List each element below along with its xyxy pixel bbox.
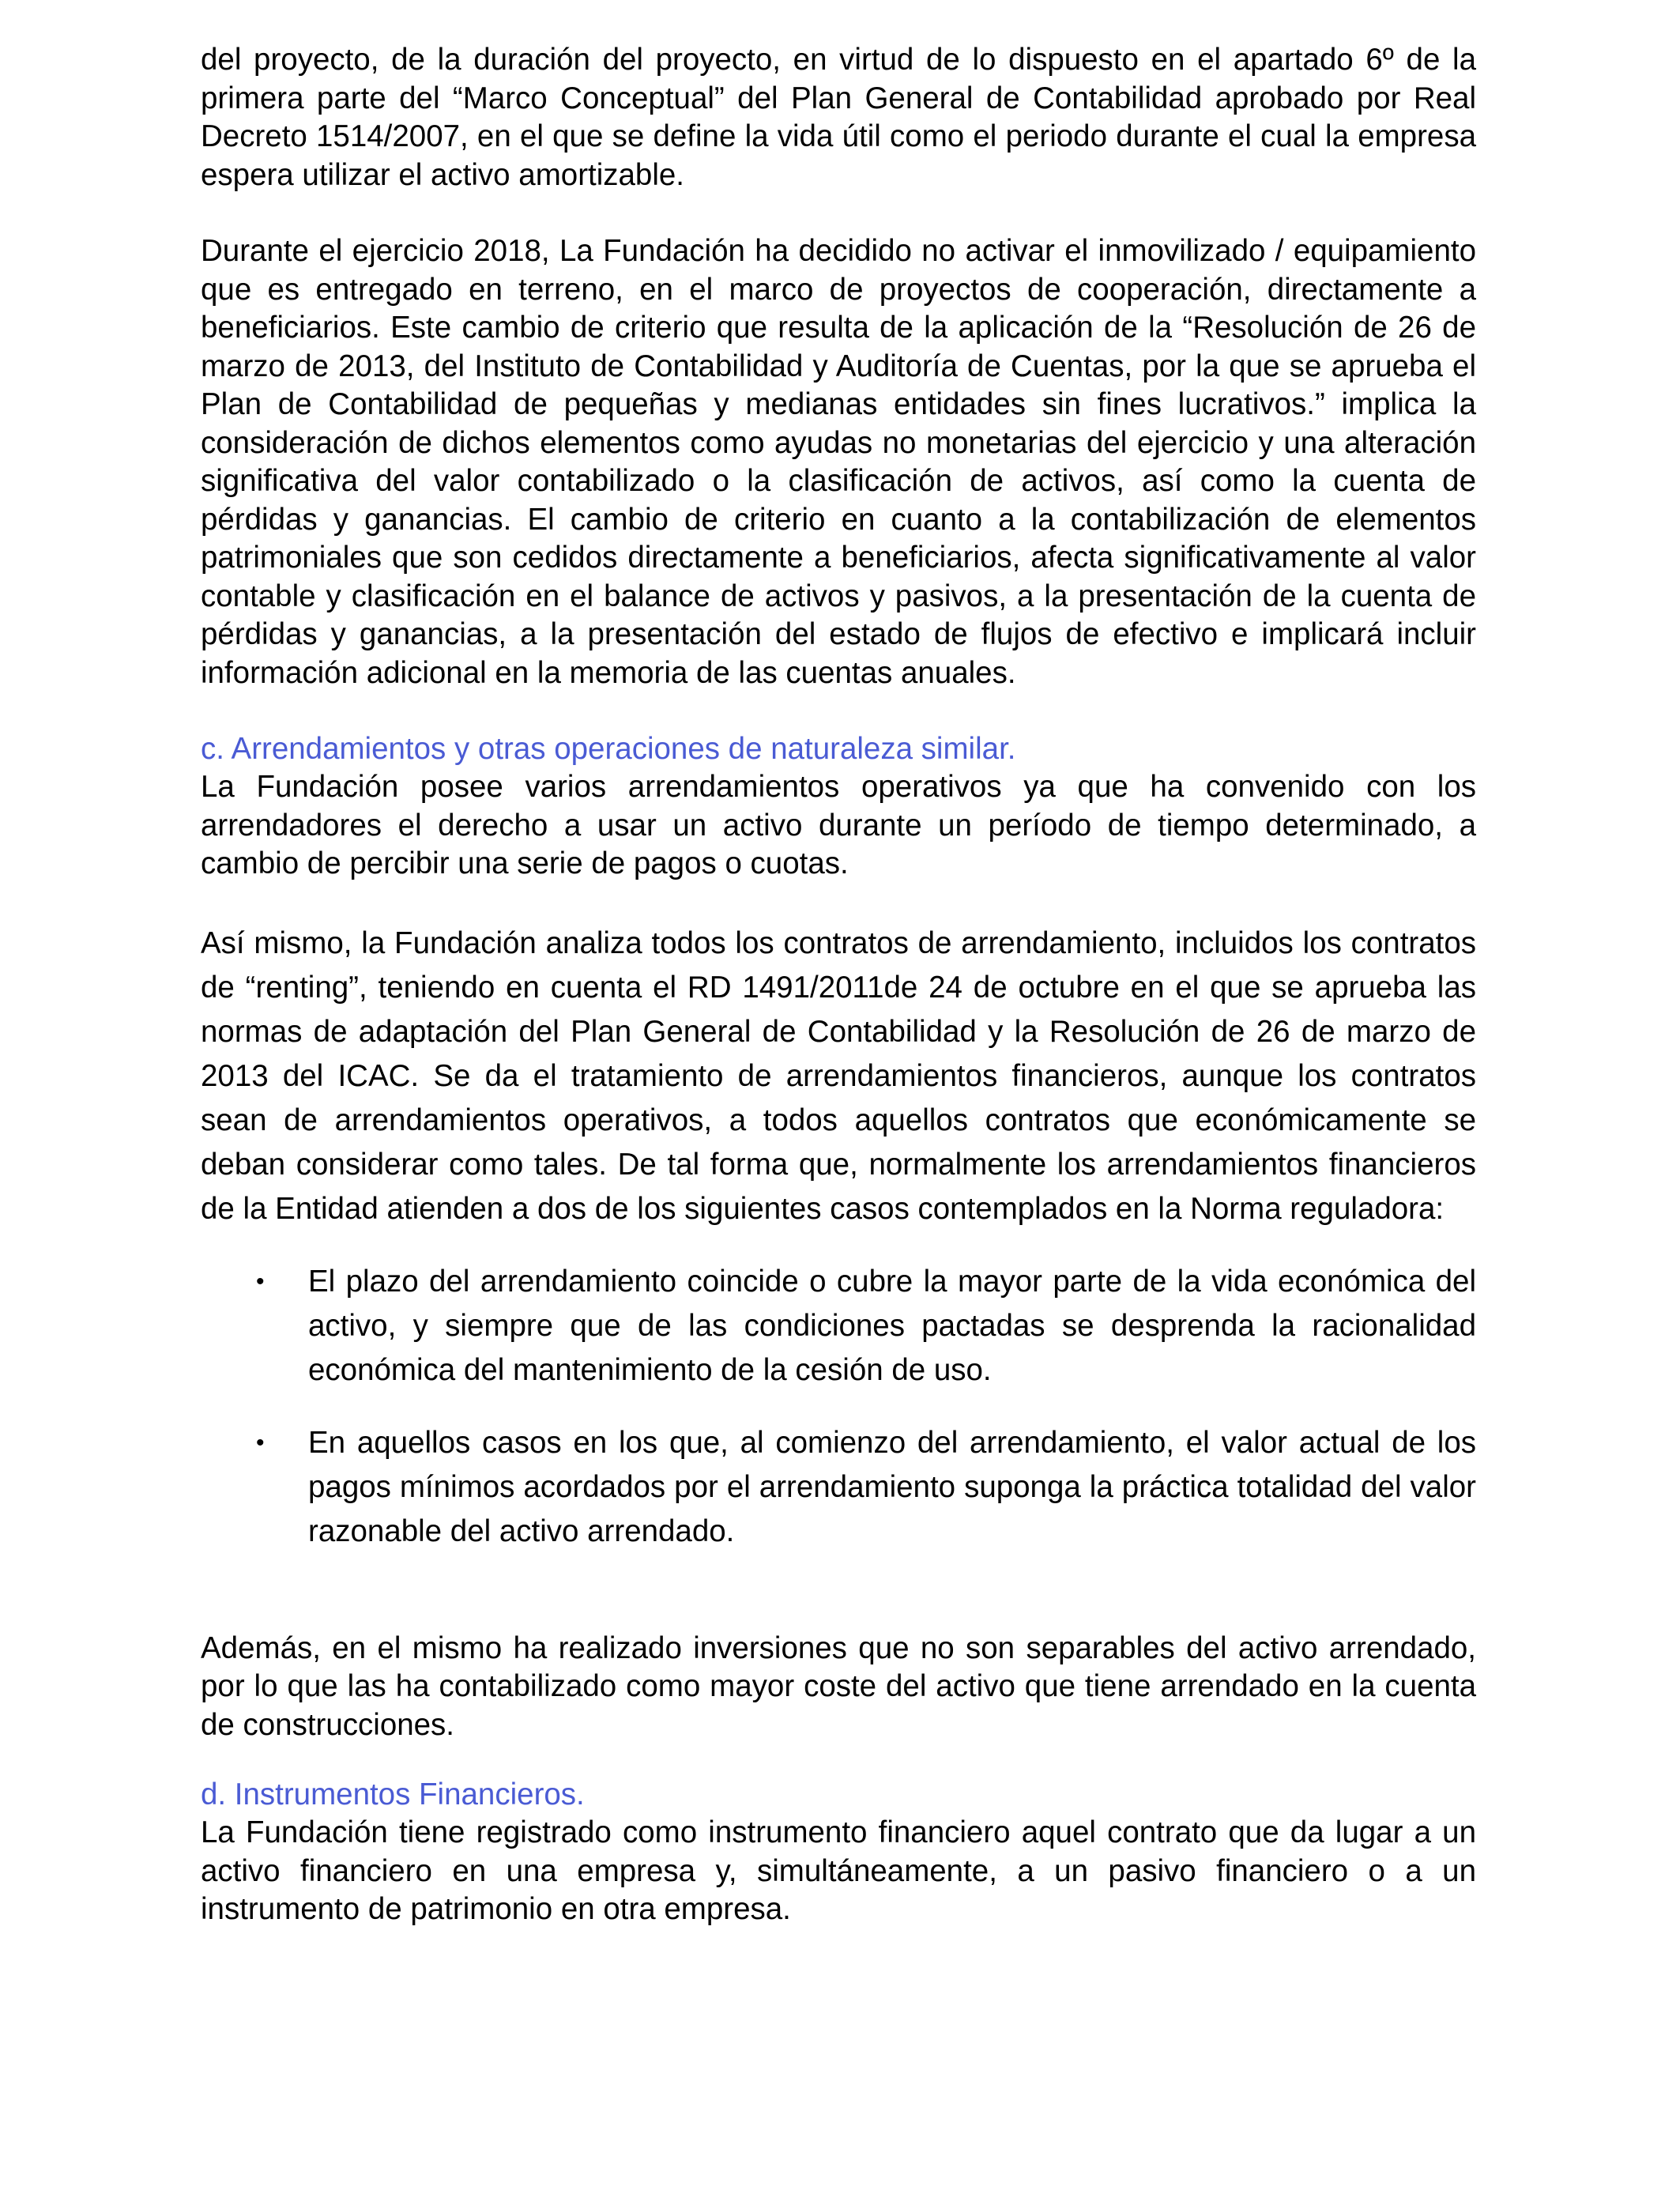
paragraph-leasehold-investments: Además, en el mismo ha realizado inversiones que no son separables del activo arrendado, por lo que las ha contabilizado como mayor coste del activo que tiene arrendado en la cuenta de construcciones. <box>201 1630 1476 1742</box>
lease-criteria-list <box>201 1260 1476 1554</box>
section-heading-leases: c. Arrendamientos y otras operaciones de naturaleza similar. <box>201 732 1016 766</box>
paragraph-operating-leases: La Fundación posee varios arrendamientos operativos ya que ha convenido con los arrendadores el derecho a usar un activo durante un período de tiempo determinado, a cambio de percibir una serie de pagos o cuotas. <box>201 770 1476 880</box>
paragraph-criteria-change: Durante el ejercicio 2018, La Fundación ha decidido no activar el inmovilizado / equipamiento que es entregado en terreno, en el marco de proyectos de cooperación, directamente a beneficiarios. Este cambio de criterio que resulta de la aplicación de la “Resolución de 26 de marzo de 2013, del Instituto de Contabilidad y Auditoría de Cuentas, por la que se aprueba el Plan de Contabilidad de pequeñas y medianas entidades sin fines lucrativos.” implica la consideración de dichos elementos como ayudas no monetarias del ejercicio y una alteración significativa del valor contabilizado o la clasificación de activos, así como la cuenta de pérdidas y ganancias. El cambio de criterio en cuanto a la contabilización de elementos patrimoniales que son cedidos directamente a beneficiarios, afecta significativamente al valor contable y clasificación en el balance de activos y pasivos, a la presentación de la cuenta de pérdidas y ganancias, a la presentación del estado de flujos de efectivo e implicará incluir información adicional en la memoria de las cuentas anuales. <box>201 234 1476 690</box>
list-item-text: En aquellos casos en los que, al comienzo del arrendamiento, el valor actual de los pagos mínimos acordados por el arrendamiento suponga la práctica totalidad del valor razonable del activo arrendado. <box>308 1425 1476 1548</box>
bullet-icon: • <box>256 1268 265 1295</box>
paragraph-lease-analysis: Así mismo, la Fundación analiza todos los contratos de arrendamiento, incluidos los contratos de “renting”, teniendo en cuenta el RD 1491/2011de 24 de octubre en el que se aprueba las normas de adaptación del Plan General de Contabilidad y la Resolución de 26 de marzo de 2013 del ICAC. Se da el tratamiento de arrendamientos financieros, aunque los contratos sean de arrendamientos operativos, a todos aquellos contratos que económicamente se deban considerar como tales. De tal forma que, normalmente los arrendamientos financieros de la Entidad atienden a dos de los siguientes casos contemplados en la Norma reguladora: <box>201 925 1476 1226</box>
document-page <box>201 41 1476 1929</box>
paragraph-useful-life: del proyecto, de la duración del proyecto, en virtud de lo dispuesto en el apartado 6º de la primera parte del “Marco Conceptual” del Plan General de Contabilidad aprobado por Real Decreto 1514/2007, en el que se define la vida útil como el periodo durante el cual la empresa espera utilizar el activo amortizable. <box>201 43 1476 192</box>
list-item <box>201 1260 1476 1393</box>
list-item-text: El plazo del arrendamiento coincide o cubre la mayor parte de la vida económica del activo, y siempre que de las condiciones pactadas se desprenda la racionalidad económica del mantenimiento de la cesión de uso. <box>308 1264 1476 1387</box>
list-item <box>201 1421 1476 1554</box>
section-heading-financial-instruments: d. Instrumentos Financieros. <box>201 1777 585 1811</box>
paragraph-financial-instruments: La Fundación tiene registrado como instrumento financiero aquel contrato que da lugar a un activo financiero en una empresa y, simultáneamente, a un pasivo financiero o a un instrumento de patrimonio en otra empresa. <box>201 1815 1476 1926</box>
bullet-icon: • <box>256 1429 265 1456</box>
